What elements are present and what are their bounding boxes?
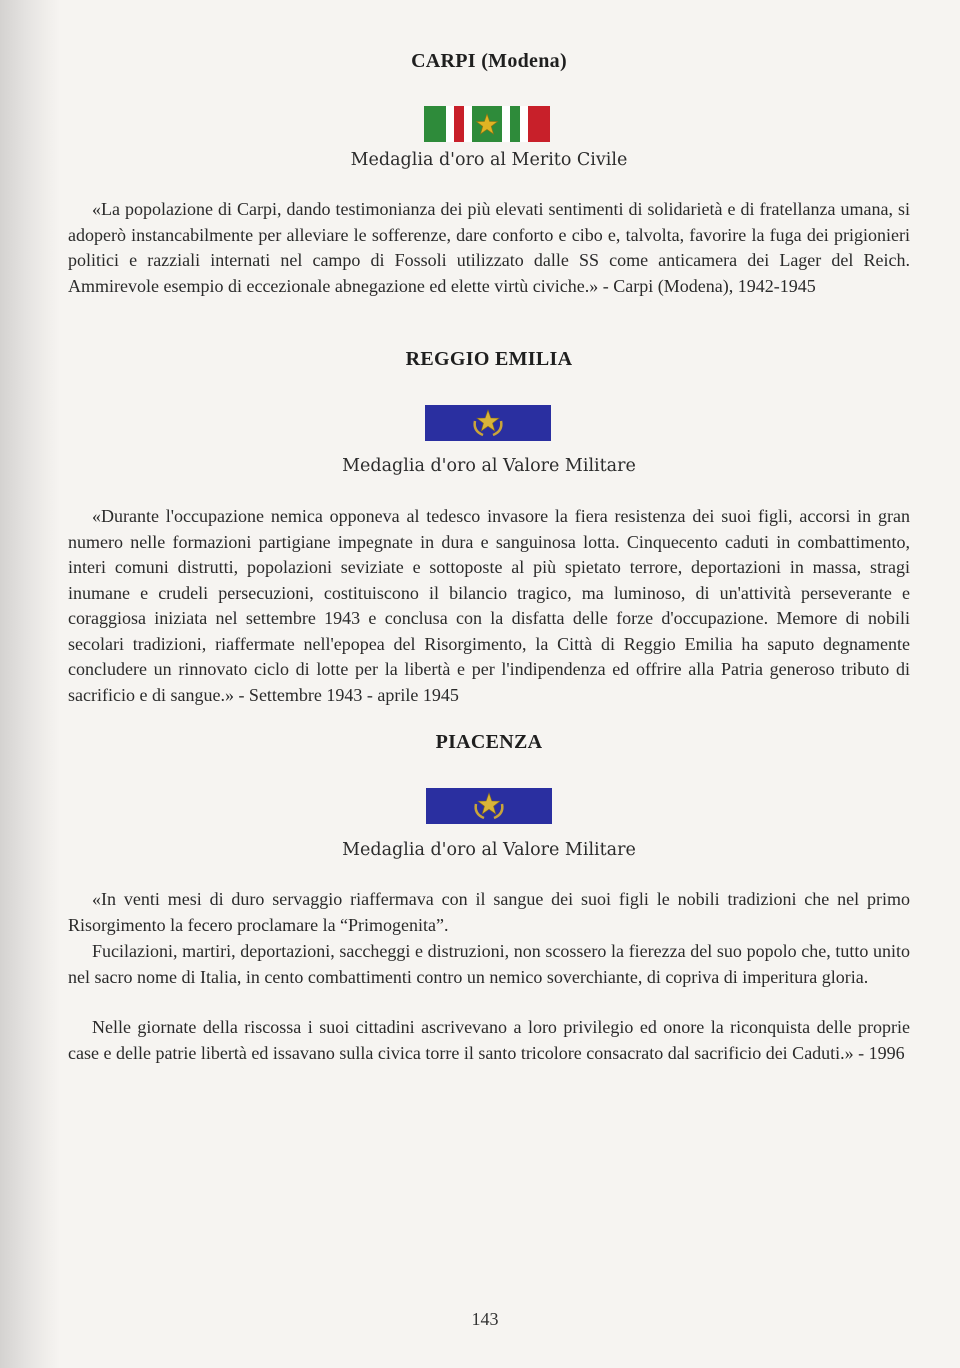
ribbon-merito-civile [424,106,550,142]
page-number: 143 [471,1309,499,1329]
ribbon-red-stripe [528,106,550,142]
ribbon-valore-militare-piacenza [426,788,552,824]
medal-caption-reggio-emilia: Medaglia d'oro al Valore Militare [342,456,636,476]
section-title-carpi: CARPI (Modena) [411,50,567,72]
citation-piacenza-p1: «In venti mesi di duro servaggio riaffermava con il sangue dei suoi figli le nobili tradizioni che nel primo Risorgimento la fecero proclamare la “Primogenita”. [68,889,910,935]
ribbon-green-stripe [424,106,446,142]
section-title-piacenza: PIACENZA [435,731,543,753]
citation-piacenza-p3: Nelle giornate della riscossa i suoi cittadini ascrivevano a loro privilegio ed onore la riconquista delle proprie case e delle patrie libertà ed issavano sulla civica torre il santo tricolore consacrato dal sacrificio dei Caduti.» - 1996 [68,1017,910,1063]
citation-carpi: «La popolazione di Carpi, dando testimonianza dei più elevati sentimenti di solidarietà e di fratellanza umana, si adoperò instancabilmente per alleviare le sofferenze, dare conforto e cibo e, talvolta, favorire la fuga dei prigionieri politici e razziali internati nel campo di Fossoli utilizzato dalle SS come anticamera dei Lager del Reich. Ammirevole esempio di eccezionale abnegazione ed elette virtù civiche.» - Carpi (Modena), 1942-1945 [68,199,910,296]
medal-caption-carpi: Medaglia d'oro al Merito Civile [350,150,628,170]
medal-caption-piacenza: Medaglia d'oro al Valore Militare [342,840,636,860]
citation-reggio-emilia: «Durante l'occupazione nemica opponeva al tedesco invasore la fiera resistenza dei suoi figli, accorsi in gran numero nelle formazioni partigiane impegnate in dura e sanguinosa lotta. Cinquecento caduti in combattimento, interi comuni distrutti, popolazioni seviziate e sottoposte al più spietato terrore, deportazioni in massa, stragi inumane e crudeli persecuzioni, costituiscono il bilancio tragico, ma luminoso, di un'attività perseverante e coraggiosa iniziata nel settembre 1943 e conclusa con la disfatta delle forze d'occupazione. Memore di nobili secolari tradizioni, riaffermate nell'epopea del Risorgimento, la Città di Reggio Emilia ha saputo degnamente concludere un rinnovato ciclo di lotte per la libertà e per l'indipendenza ed offrire alla Patria generoso tributo di sacrificio e di sangue.» - Settembre 1943 - aprile 1945 [68,506,910,705]
ribbon-valore-militare-reggio [425,405,551,441]
citation-piacenza-p2: Fucilazioni, martiri, deportazioni, saccheggi e distruzioni, non scossero la fierezza del suo popolo che, tutto unito nel sacro nome di Italia, in cento combattimenti contro un nemico soverchiante, di copriva di imperitura gloria. [68,941,910,987]
section-title-reggio-emilia: REGGIO EMILIA [405,348,573,370]
